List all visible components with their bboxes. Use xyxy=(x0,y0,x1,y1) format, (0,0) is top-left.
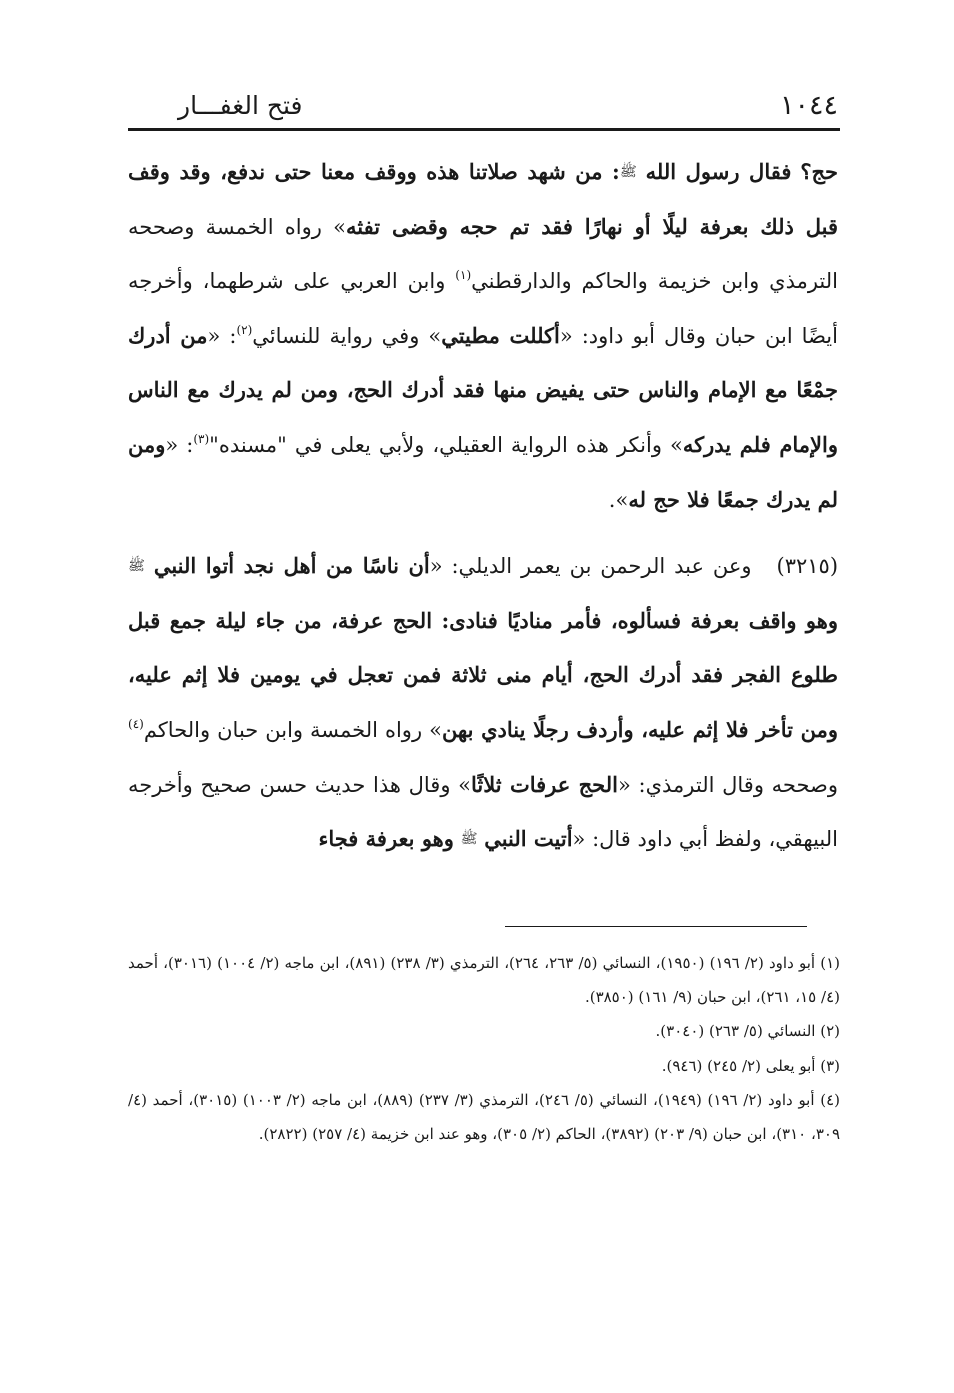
text-run: وهو بعرفة فجاء xyxy=(318,826,454,852)
salla-symbol: ﷺ xyxy=(619,164,637,180)
footnote-ref-3: (٣) xyxy=(193,431,210,446)
footnote-rule xyxy=(505,926,807,927)
text-run: أكللت مطيتي xyxy=(441,322,560,348)
text-run: » وفي رواية للنسائي xyxy=(252,323,442,348)
footnotes xyxy=(128,946,840,1151)
salla-symbol: ﷺ xyxy=(460,831,478,848)
text-run: » رواه الخمسة وصححه الترمذي وابن خزيمة والحاكم والدارقطني xyxy=(128,214,838,294)
paragraph-2 xyxy=(128,539,838,867)
footnote-ref-4: (٤) xyxy=(128,716,144,731)
text-run: ومن لم يدرك جمعًا فلا حج له xyxy=(128,431,838,512)
text-run: » رواه الخمسة وابن حبان والحاكم xyxy=(143,717,442,742)
page-number: ١٠٤٤ xyxy=(779,90,838,121)
text-run: : « xyxy=(207,323,237,348)
header-rule xyxy=(128,128,840,131)
text-run: حج؟ xyxy=(800,159,838,184)
text-run: فقال رسول الله xyxy=(645,159,792,184)
footnote-ref-2: (٢) xyxy=(236,322,253,337)
text-run: الحج عرفات ثلاثًا xyxy=(471,771,618,797)
text-run: من أدرك جمْعًا مع الإمام والناس حتى يفيض منها فقد أدرك الحج، ومن لم يدرك مع الناس والإمام فلم يدركه xyxy=(128,322,838,457)
footnote-1: (١) أبو داود (٢/ ١٩٦) (١٩٥٠)، النسائي (٥/ ٢٦٣، ٢٦٤)، الترمذي (٣/ ٢٣٨) (٨٩١)، ابن ماجه (٢/ ١٠٠٤) (٣٠١٦)، أحمد (٤/ ١٥، ٢٦١)، ابن حبان (٩/ ١٦١) (٣٨٥٠). xyxy=(128,954,840,1007)
text-run: » وأنكر هذه الرواية العقيلي، ولأبي يعلى في "مسنده" xyxy=(209,432,683,457)
text-run: : من شهد صلاتنا هذه ووقف معنا حتى ندفع، وقد وقف قبل ذلك بعرفة ليلًا أو نهارًا فقد تم حجه وقضى تفثه xyxy=(128,159,838,239)
footnote-3: (٣) أبو يعلى (٢/ ٢٤٥) (٩٤٦). xyxy=(661,1056,840,1075)
paragraph-gap xyxy=(128,527,838,539)
footnote-2: (٢) النسائي (٥/ ٢٦٣) (٣٠٤٠). xyxy=(655,1022,840,1041)
text-run: أتيت النبي xyxy=(484,826,573,852)
book-title: فتح الغفـــار xyxy=(178,91,303,120)
text-run: وهو واقف بعرفة فسألوه، فأمر مناديًا فنادى: الحج عرفة، من جاء ليلة جمع قبل طلوع الفجر فقد أدرك الحج، أيام منى ثلاثة فمن تعجل في يومين فلا إثم عليه، ومن تأخر فلا إثم عليه، وأردف رجلًا ينادي بهن xyxy=(128,607,839,742)
paragraph-1 xyxy=(128,145,838,527)
text-run: : « xyxy=(165,432,194,457)
hadith-number: (٣٢١٥) xyxy=(776,554,839,579)
text-run: ». xyxy=(608,487,629,512)
main-text xyxy=(128,145,838,867)
text-run: وصححه وقال الترمذي: « xyxy=(617,772,838,797)
text-run: وابن العربي على شرطهما، وأخرجه أيضًا ابن حبان وقال أبو داود: « xyxy=(128,269,838,348)
footnote-ref-1: (١) xyxy=(455,268,472,283)
salla-symbol: ﷺ xyxy=(128,558,145,575)
footnote-4: (٤) أبو داود (٢/ ١٩٦) (١٩٤٩)، النسائي (٥/ ٢٤٦)، الترمذي (٣/ ٢٣٧) (٨٨٩)، ابن ماجه (٢/ ١٠٠٣) (٣٠١٥)، أحمد (٤/ ٣٠٩، ٣١٠)، ابن حبان (٩/ ٢٠٣) (٣٨٩٢)، الحاكم (٢/ ٣٠٥)، وهو عند ابن خزيمة (٤/ ٢٥٧) (٢٨٢٢). xyxy=(128,1090,841,1144)
text-run: » وقال هذا حديث حسن صحيح وأخرجه البيهقي، ولفظ أبي داود قال: « xyxy=(128,772,838,852)
text-run: وعن عبد الرحمن بن يعمر الديلي: « xyxy=(429,554,752,579)
text-run: أن ناسًا من أهل نجد أتوا النبي xyxy=(153,553,430,579)
page-header xyxy=(128,86,838,126)
